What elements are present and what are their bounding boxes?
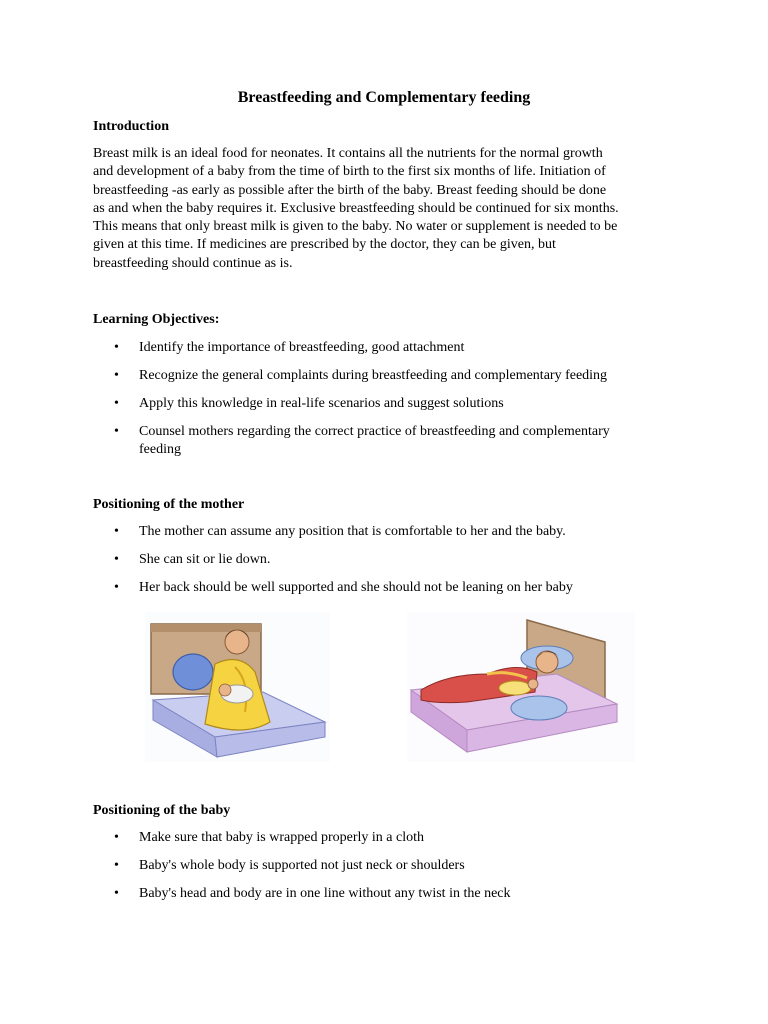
lying-mother-illustration <box>407 612 635 762</box>
list-item-text: Identify the importance of breastfeeding, good attachment <box>139 340 465 355</box>
intro-line: Breast milk is an ideal food for neonates. It contains all the nutrients for the normal growth <box>93 146 603 161</box>
list-item <box>93 395 693 413</box>
list-item <box>93 339 693 357</box>
sitting-mother-drawing <box>145 612 330 762</box>
objectives-list <box>93 339 693 459</box>
baby-position-heading: Positioning of the baby <box>93 803 231 818</box>
lying-mother-drawing <box>407 612 635 762</box>
list-item <box>93 829 693 847</box>
sitting-mother-illustration <box>145 612 330 762</box>
bullet-marker: • <box>114 396 119 411</box>
bullet-marker: • <box>114 580 119 595</box>
list-item-text: Counsel mothers regarding the correct practice of breastfeeding and complementary <box>139 424 610 439</box>
intro-line: This means that only breast milk is given to the baby. No water or supplement is needed to be <box>93 219 618 235</box>
list-item-text: feeding <box>139 442 181 457</box>
list-item <box>93 857 693 875</box>
bullet-marker: • <box>114 340 119 355</box>
bullet-marker: • <box>114 886 119 901</box>
bullet-marker: • <box>114 830 119 845</box>
list-item-text: Baby's head and body are in one line without any twist in the neck <box>139 886 511 901</box>
intro-heading: Introduction <box>93 119 169 134</box>
intro-line: as and when the baby requires it. Exclusive breastfeeding should be continued for six months. <box>93 200 619 216</box>
list-item-text: Baby's whole body is supported not just neck or shoulders <box>139 858 465 873</box>
intro-line: given at this time. If medicines are prescribed by the doctor, they can be given, but <box>93 237 556 253</box>
bullet-marker: • <box>114 552 119 567</box>
intro-paragraph <box>93 145 693 273</box>
bullet-marker: • <box>114 524 119 539</box>
intro-line: and development of a baby from the time of birth to the first six months of life. Initiation of <box>93 164 606 180</box>
list-item <box>93 579 693 597</box>
list-item-text: Recognize the general complaints during breastfeeding and complementary feeding <box>139 368 608 383</box>
list-item <box>93 367 693 385</box>
list-item-text: The mother can assume any position that is comfortable to her and the baby. <box>139 524 566 539</box>
list-item <box>93 551 693 569</box>
document-title: Breastfeeding and Complementary feeding <box>237 89 531 106</box>
list-item <box>93 885 693 903</box>
baby-position-list <box>93 829 693 903</box>
bullet-marker: • <box>114 858 119 873</box>
list-item-text: Make sure that baby is wrapped properly in a cloth <box>139 830 424 845</box>
mother-position-list <box>93 523 693 597</box>
list-item-text: Her back should be well supported and she should not be leaning on her baby <box>139 580 573 595</box>
list-item-text: She can sit or lie down. <box>139 552 271 567</box>
mother-position-heading: Positioning of the mother <box>93 497 245 512</box>
list-item <box>93 523 693 541</box>
bullet-marker: • <box>114 368 119 383</box>
list-item-text: Apply this knowledge in real-life scenarios and suggest solutions <box>139 396 504 411</box>
bullet-marker: • <box>114 424 119 439</box>
list-item <box>93 423 693 459</box>
intro-line: breastfeeding -as early as possible after the birth of the baby. Breast feeding should be done <box>93 182 607 198</box>
intro-line: breastfeeding should continue as is. <box>93 255 293 271</box>
objectives-heading: Learning Objectives: <box>93 312 220 327</box>
